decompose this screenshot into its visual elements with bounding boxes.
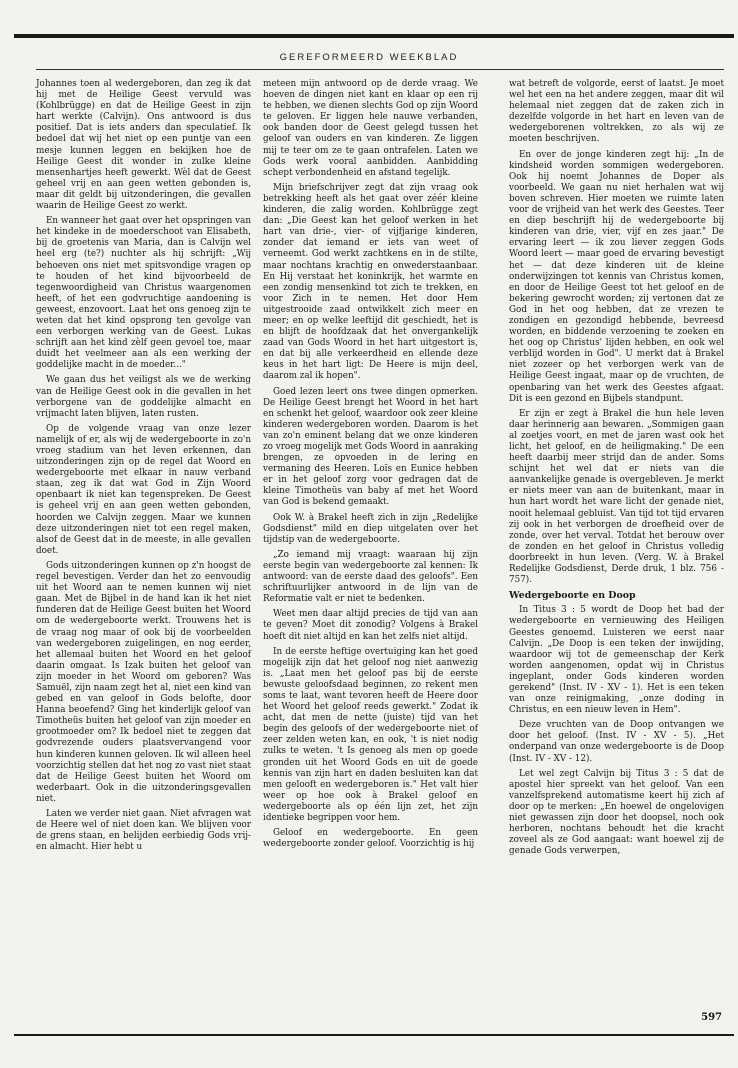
paragraph: Laten we verder niet gaan. Niet afvragen wat de Heere wel of niet doen kan. We blijven voor de grens staan, en belijden eerbiedig Gods vrij- en almacht. Hier hebt u [36,809,251,853]
paragraph: Geloof en wedergeboorte. En geen wedergeboorte zonder geloof. Voorzichtig is hij [263,828,478,850]
paragraph: Op de volgende vraag van onze lezer namelijk of er, als wij de wedergeboorte in zo'n vroeg stadium van het leven erkennen, dan uitzonderingen zijn op de regel dat Woord en wedergeboorte met elkaar in nauw verband staan, zeg ik dat wat God in Zijn Woord openbaart ik niet kan tegenspreken. De Geest is geheel vrij en aan geen wetten gebonden, hoorden we Calvijn zeggen. Maar we kunnen deze uitzonderingen niet tot een regel maken, alsof de Geest dat in de meeste, in alle gevallen doet. [36,423,251,556]
header-rule [36,69,724,70]
paragraph: Deze vruchten van de Doop ontvangen we door het geloof. (Inst. IV - XV - 5). „Het onderpand van onze wedergeboorte is de Doop (Inst. IV - XV - 12). [509,720,724,764]
column-1 [36,79,251,857]
column-2 [263,79,478,854]
paragraph: Let wel zegt Calvijn bij Titus 3 : 5 dat de apostel hier spreekt van het geloof. Van een vanzelfsprekend automatisme keert hij zich af door op te merken: „En hoewel de ongelovigen niet gewassen zijn door het doopsel, noch ook herboren, nochtans behoudt het die kracht zoveel als ze God aangaat: want hoewel zij de genade Gods verwerpen, [509,768,724,857]
section-heading: Wedergeboorte en Doop [509,590,636,602]
column-3 [509,79,724,861]
paragraph: Er zijn er zegt à Brakel die hun hele leven daar herinnerig aan bewaren. „Sommigen gaan al zoetjes voort, en met de jaren wast ook het licht, het geloof, en de heiligmaking." De een heeft daarbij meer strijd dan de ander. Soms schijnt het wel dat er niets van die aanvankelijke genade is overgebleven. Je merkt er niets meer van aan de buitenkant, maar in hun hart wordt het ware licht der genade niet, nooit helemaal gebluist. Van tijd tot tijd ervaren zij ook in het verborgen de droefheid over de zonde, over het verval. Totdat het berouw over de zonden en het geloof in Christus volledig doorbreekt in hun leven. (Verg. W. à Brakel Redelijke Godsdienst, Derde druk, 1 blz. 756 - 757). [509,408,724,586]
paragraph: In Titus 3 : 5 wordt de Doop het bad der wedergeboorte en vernieuwing des Heiligen Geestes genoemd. Luisteren we eerst naar Calvijn. „De Doop is een teken der inwijding, waardoor wij tot de gemeenschap der Kerk worden aangenomen, opdat wij in Christus ingeplant, onder Gods kinderen worden gerekend" (Inst. IV - XV - 1). Het is een teken van onze reinigmaking, „onze doding in Christus, en een nieuw leven in Hem". [509,605,724,716]
paragraph: En wanneer het gaat over het opspringen van het kindeke in de moederschoot van Elisabeth, bij de groetenis van Maria, dan is Calvijn wel heel erg (te?) nuchter als hij schrijft: „Wij behoeven ons niet met spitsvondige vragen op te houden of het kind bijvoorbeeld de tegenwoordigheid van Christus waargenomen heeft, of het een godvruchtige aandoening is geweest, enzovoort. Laat het ons genoeg zijn te weten dat het kind opsprong ten gevolge van een verborgen werking van de Geest. Lukas schrijft aan het kind zèlf geen gevoel toe, maar duidt het veelmeer aan als een werking der goddelijke macht in de moeder..." [36,216,251,371]
paragraph: meteen mijn antwoord op de derde vraag. We hoeven de dingen niet kant en klaar op een rij te hebben, we dienen slechts God op zijn Woord te geloven. Er liggen hele nauwe verbanden, ook banden door de Geest gelegd tussen het geloof van ouders en van kinderen. Ze liggen mij te teer om ze te gaan ontrafelen. Laten we Gods werk vooral aanbidden. Aanbidding schept verbondenheid en afstand tegelijk. [263,79,478,178]
top-rule [14,34,734,38]
paragraph: wat betreft de volgorde, eerst of laatst. Je moet wel het een na het andere zeggen, maar dit wil helemaal niet zeggen dat de zaken zich in dezelfde volgorde in het hart en leven van de wedergeborenen voltrekken, zo als wij ze moeten beschrijven. [509,79,724,145]
paragraph: „Zo iemand mij vraagt: waaraan hij zijn eerste begin van wedergeboorte zal kennen: Ik antwoord: van de eerste daad des geloofs". Een schriftuurlijker antwoord in de lijn van de Reformatie valt er niet te bedenken. [263,549,478,605]
paragraph: We gaan dus het veiligst als we de werking van de Heilige Geest ook in die gevallen in het verborgene van de goddelijke almacht en vrijmacht laten blijven, laten rusten. [36,375,251,419]
paragraph: En over de jonge kinderen zegt hij: „In de kindsheid worden sommigen wedergeboren. Ook hij noemt Johannes de Doper als voorbeeld. We gaan nu niet herhalen wat wij boven schreven. Hier moeten we ruimte laten voor de vrijheid van het werk des Geestes. Teer en diep beschrijft hij de wedergeboorte bij kinderen van drie, vier, vijf en zes jaar." De ervaring leert — ik zou liever zeggen Gods Woord leert — maar goed de ervaring bevestigt het — dat deze kinderen uit de kleine onderwijzingen tot kennis van Christus komen, en door de Heilige Geest tot het geloof en de bekering gewrocht worden; zij vertonen dat ze God in het oog hebben, dat ze vrezen te zondigen en gezondigd hebbende, bevreesd worden, en biddende verzoening te zoeken en het oog op Christus' lijden hebben, en ook wel verblijd worden in God". U merkt dat à Brakel niet zozeer op het verborgen werk van de Heilige Geest ingaat, maar op de vruchten, de openbaring van het werk des Geestes afgaat. Dit is een gezond en Bijbels standpunt. [509,149,724,404]
bottom-rule [14,1034,734,1036]
paragraph: Ook W. à Brakel heeft zich in zijn „Redelijke Godsdienst" mild en diep uitgelaten over het tijdstip van de wedergeboorte. [263,512,478,545]
page-number: 597 [701,1012,722,1023]
paragraph: In de eerste heftige overtuiging kan het goed mogelijk zijn dat het geloof nog niet aanwezig is. „Laat men het geloof pas bij de eerste bewuste geloofsdaad beginnen, zo rekent men soms te laat, want tevoren heeft de Heere door het Woord het geloof reeds gewerkt." Zodat ik acht, dat men de nette (juiste) tijd van het begin des geloofs of der wedergeboorte niet of zeer zelden weten kan, en ook, 't is niet nodig zulks te weten. 't Is genoeg als men op goede gronden uit het Woord Gods en uit de goede kennis van zijn hart en daden besluiten kan dat men gelooft en wedergeboren is." Het valt hier weer op hoe ook à Brakel geloof en wedergeboorte als op één lijn zet, het zijn identieke begrippen voor hem. [263,646,478,823]
paragraph: Johannes toen al wedergeboren, dan zeg ik dat hij met de Heilige Geest vervuld was (Kohlbrügge) en dat de Heilige Geest in zijn hart werkte (Calvijn). Ons antwoord is dus positief. Dat is iets anders dan speculatief. Ik bedoel dat wij het niet op een puntje van een mesje kunnen leggen en bekijken hoe de Heilige Geest dit wonder in zulke kleine mensenhartjes heeft gewerkt. Wèl dat de Geest geheel vrij en aan geen wetten gebonden is, maar dit geldt bij uitzonderingen, die gevallen waarin de Heilige Geest zo werkt. [36,79,251,212]
paragraph: Goed lezen leert ons twee dingen opmerken. De Heilige Geest brengt het Woord in het hart en schenkt het geloof, waardoor ook zeer kleine kinderen wedergeboren worden. Daarom is het van zo'n eminent belang dat we onze kinderen zo vroeg mogelijk met Gods Woord in aanraking brengen, ze opvoeden in de lering en vermaning des Heeren. Loïs en Eunice hebben er in het geloof zorg voor gedragen dat de kleine Timotheüs van baby af met het Woord van God is bekend gemaakt. [263,386,478,508]
paragraph: Gods uitzonderingen kunnen op z'n hoogst de regel bevestigen. Verder dan het zo eenvoudig uit het Woord aan te nemen kunnen wij niet gaan. Met de Bijbel in de hand kan ik het niet funderen dat de Heilige Geest buiten het Woord om de wedergeboorte werkt. Trouwens het is de vraag nog maar of ook bij de voorbeelden van wedergeboren zuigelingen, en nog eerder, het allemaal buiten het Woord en het geloof daarin omgaat. Is Izak buiten het geloof van zijn moeder in het Woord om geboren? Was Samuël, zijn naam zegt het al, niet een kind van gebed en van geloof in Gods belofte, door Hanna beoefend? Ging het kinderlijk geloof van Timotheüs buiten het geloof van zijn moeder en grootmoeder om? Ik bedoel niet te zeggen dat godvrezende ouders plaatsvervangend voor hun kinderen kunnen geloven. Ik wil alleen heel voorzichtig stellen dat het nog zo vast niet staat dat de Heilige Geest buiten het Woord om wederbaart. Ook in die uitzonderingsgevallen niet. [36,560,251,804]
running-header: GEREFORMEERD WEEKBLAD [279,52,459,63]
paragraph: Weet men daar altijd precies de tijd van aan te geven? Moet dit zonodig? Volgens à Brakel hoeft dit niet altijd en kan het zelfs niet altijd. [263,609,478,642]
paragraph: Mijn briefschrijver zegt dat zijn vraag ook betrekking heeft als het gaat over zéér kleine kinderen, die zalig worden. Kohlbrügge zegt dan: „Die Geest kan het geloof werken in het hart van drie-, vier- of vijfjarige kinderen, zonder dat iemand er iets van weet of verneemt. God werkt zachtkens en in de stilte, maar nochtans krachtig en onwederstaanbaar. En Hij verstaat het koninkrijk, het warmte en een zondig mensenkind tot zich te trekken, en voor Zich in te nemen. Het door Hem uitgestrooide zaad ontwikkelt zich meer en meer; en op welke leeftijd dit geschiedt, het is en blijft de hoofdzaak dat het onvergankelijk zaad van Gods Woord in het hart uitgestort is, en dat bij alle verkeerdheid en ellende deze keus in het hart ligt: De Heere is mijn deel, daarom zal ik hopen". [263,182,478,382]
